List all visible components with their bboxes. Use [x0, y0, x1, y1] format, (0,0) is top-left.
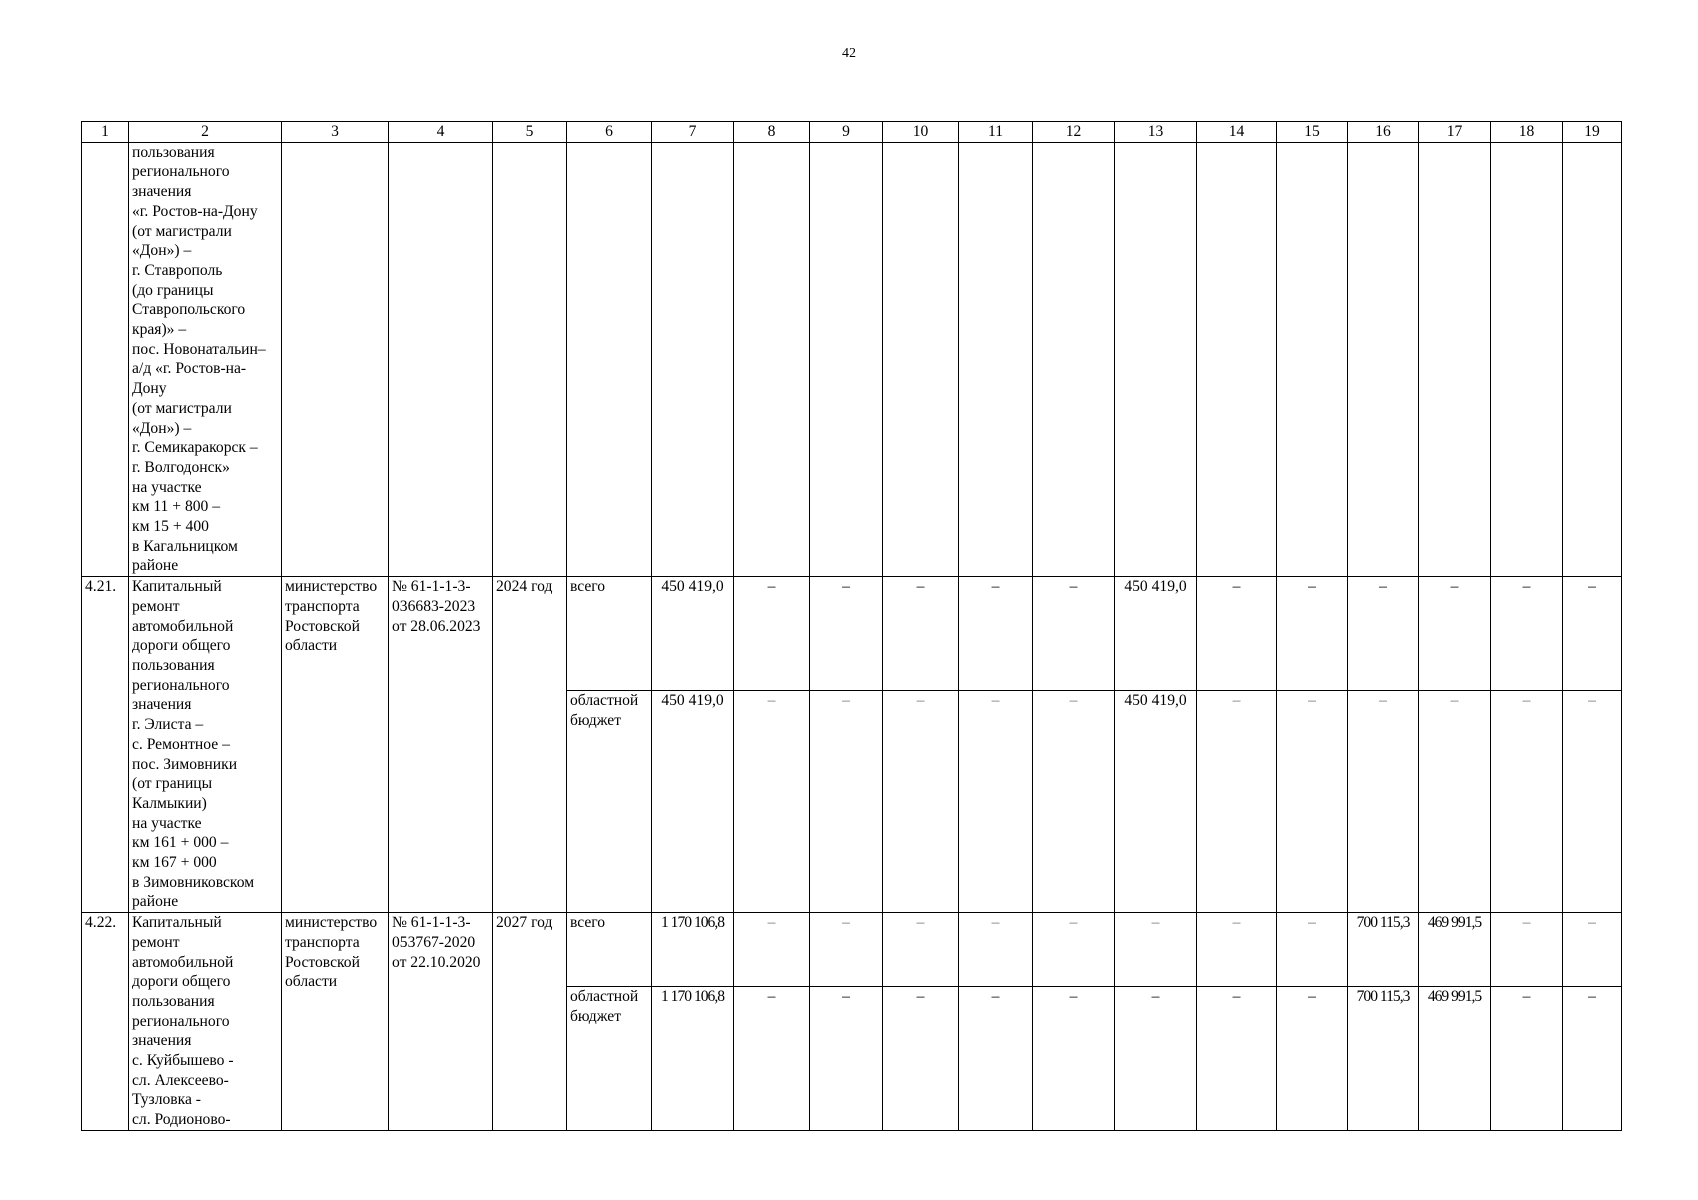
amount-cell: 469 991,5: [1419, 913, 1491, 987]
table-cell: [493, 142, 567, 576]
amount-cell: –: [1563, 986, 1622, 1130]
object-name: пользования регионального значения «г. Ростов-на-Дону (от магистрали «Дон») – г. Ставрополь (до границы Ставропольского края)» – пос. Новонатальин– а/д «г. Ростов-на- Дону (от магистрали «Дон») – г. Семикаракорск – г. Волгодонск» на участке км 11 + 800 – км 15 + 400 в Кагальницком районе: [129, 142, 282, 576]
amount-cell: –: [1563, 913, 1622, 987]
amount-cell: 469 991,5: [1419, 986, 1491, 1130]
column-number-header-row: [82, 122, 1622, 143]
amount-cell: –: [734, 690, 810, 912]
amount-cell: –: [1277, 986, 1348, 1130]
column-number-header: 14: [1197, 122, 1277, 143]
table-cell: [1348, 142, 1419, 576]
amount-cell: 700 115,3: [1348, 986, 1419, 1130]
amount-cell: 450 419,0: [1115, 690, 1197, 912]
item-number: 4.21.: [82, 577, 129, 913]
amount-cell: –: [1033, 690, 1115, 912]
table-cell: [82, 142, 129, 576]
amount-cell: –: [810, 986, 883, 1130]
amount-cell: –: [1197, 986, 1277, 1130]
amount-cell: –: [1033, 913, 1115, 987]
column-number-header: 18: [1491, 122, 1563, 143]
amount-cell: 1 170 106,8: [652, 986, 734, 1130]
column-number-header: 7: [652, 122, 734, 143]
executor: министерство транспорта Ростовской области: [282, 913, 389, 1131]
amount-cell: 450 419,0: [652, 690, 734, 912]
amount-cell: –: [1491, 913, 1563, 987]
table-cell: [1419, 142, 1491, 576]
column-number-header: 13: [1115, 122, 1197, 143]
table-cell: [389, 142, 493, 576]
table-cell: [1277, 142, 1348, 576]
completion-year: 2024 год: [493, 577, 567, 913]
column-number-header: 4: [389, 122, 493, 143]
column-number-header: 9: [810, 122, 883, 143]
amount-cell: –: [1115, 913, 1197, 987]
executor: министерство транспорта Ростовской области: [282, 577, 389, 913]
table-cell: [1197, 142, 1277, 576]
amount-cell: –: [1419, 577, 1491, 691]
funding-source: всего: [567, 577, 652, 691]
column-number-header: 15: [1277, 122, 1348, 143]
amount-cell: –: [1277, 577, 1348, 691]
amount-cell: –: [1197, 690, 1277, 912]
column-number-header: 19: [1563, 122, 1622, 143]
column-number-header: 6: [567, 122, 652, 143]
table-cell: [734, 142, 810, 576]
column-number-header: 11: [959, 122, 1033, 143]
amount-cell: –: [1115, 986, 1197, 1130]
table-cell: [883, 142, 959, 576]
table-row: [82, 913, 1622, 987]
column-number-header: 10: [883, 122, 959, 143]
amount-cell: –: [734, 913, 810, 987]
amount-cell: –: [1033, 986, 1115, 1130]
table-cell: [1563, 142, 1622, 576]
amount-cell: –: [883, 913, 959, 987]
amount-cell: –: [883, 690, 959, 912]
amount-cell: –: [959, 690, 1033, 912]
amount-cell: –: [1348, 690, 1419, 912]
amount-cell: –: [959, 986, 1033, 1130]
column-number-header: 5: [493, 122, 567, 143]
amount-cell: –: [1033, 577, 1115, 691]
amount-cell: –: [883, 986, 959, 1130]
amount-cell: –: [734, 986, 810, 1130]
amount-cell: –: [1419, 690, 1491, 912]
amount-cell: –: [810, 577, 883, 691]
table-row: [82, 577, 1622, 691]
column-number-header: 12: [1033, 122, 1115, 143]
column-number-header: 16: [1348, 122, 1419, 143]
table-cell: [652, 142, 734, 576]
amount-cell: –: [959, 577, 1033, 691]
completion-year: 2027 год: [493, 913, 567, 1131]
funding-source: областной бюджет: [567, 986, 652, 1130]
table-cell: [959, 142, 1033, 576]
amount-cell: –: [1491, 690, 1563, 912]
column-number-header: 17: [1419, 122, 1491, 143]
amount-cell: –: [1491, 986, 1563, 1130]
column-number-header: 3: [282, 122, 389, 143]
amount-cell: –: [1197, 577, 1277, 691]
amount-cell: –: [1491, 577, 1563, 691]
table-cell: [1491, 142, 1563, 576]
table-cell: [1115, 142, 1197, 576]
amount-cell: –: [959, 913, 1033, 987]
item-number: 4.22.: [82, 913, 129, 1131]
table-cell: [1033, 142, 1115, 576]
amount-cell: 700 115,3: [1348, 913, 1419, 987]
amount-cell: –: [1563, 690, 1622, 912]
funding-source: областной бюджет: [567, 690, 652, 912]
document-reference: № 61-1-1-3- 036683-2023 от 28.06.2023: [389, 577, 493, 913]
budget-table: [81, 121, 1622, 1131]
amount-cell: –: [1348, 577, 1419, 691]
amount-cell: 1 170 106,8: [652, 913, 734, 987]
amount-cell: –: [1563, 577, 1622, 691]
page-number: 42: [842, 46, 856, 61]
table-cell: [282, 142, 389, 576]
amount-cell: –: [1277, 690, 1348, 912]
amount-cell: 450 419,0: [1115, 577, 1197, 691]
amount-cell: –: [1277, 913, 1348, 987]
amount-cell: –: [734, 577, 810, 691]
document-reference: № 61-1-1-3- 053767-2020 от 22.10.2020: [389, 913, 493, 1131]
amount-cell: 450 419,0: [652, 577, 734, 691]
funding-source: всего: [567, 913, 652, 987]
object-name: Капитальный ремонт автомобильной дороги общего пользования регионального значения с. Куйбышево - сл. Алексеево- Тузловка - сл. Родионово-: [129, 913, 282, 1131]
continued-row: [82, 142, 1622, 576]
object-name: Капитальный ремонт автомобильной дороги общего пользования регионального значения г. Элиста – с. Ремонтное – пос. Зимовники (от границы Калмыкии) на участке км 161 + 000 – км 167 + 000 в Зимовниковском районе: [129, 577, 282, 913]
amount-cell: –: [810, 913, 883, 987]
table-cell: [567, 142, 652, 576]
column-number-header: 1: [82, 122, 129, 143]
column-number-header: 2: [129, 122, 282, 143]
amount-cell: –: [810, 690, 883, 912]
amount-cell: –: [1197, 913, 1277, 987]
column-number-header: 8: [734, 122, 810, 143]
amount-cell: –: [883, 577, 959, 691]
table-cell: [810, 142, 883, 576]
